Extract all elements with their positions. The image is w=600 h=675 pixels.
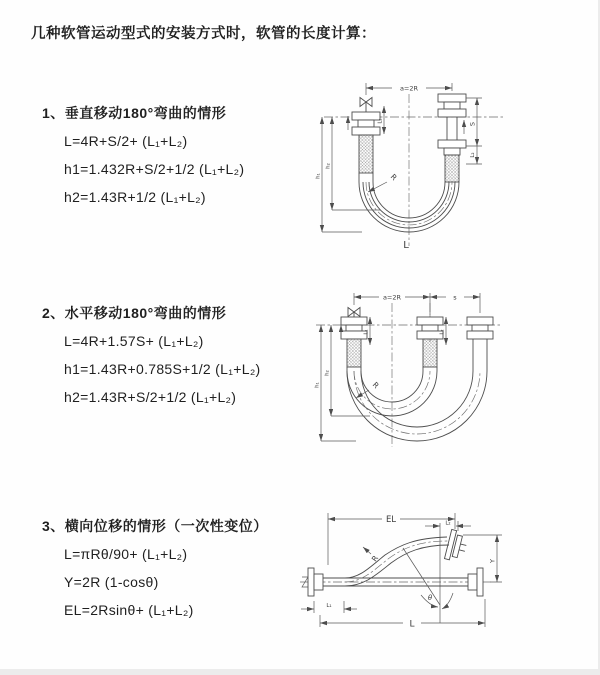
- dim-width-label: a=2R: [382, 293, 402, 302]
- section-1: [42, 104, 322, 216]
- hose-bend-arcs: [347, 371, 487, 441]
- valve-icon: [360, 98, 372, 113]
- radius-leader: [363, 547, 371, 554]
- braided-hose-section: [359, 135, 373, 173]
- dimension-stroke: [466, 98, 482, 164]
- formula-l: L=πRθ/90+ (L₁+L₂): [64, 546, 188, 562]
- dim-l2-label: L₂: [445, 520, 451, 527]
- dim-h2-label: h₂: [324, 370, 331, 376]
- middle-hose-fitting: [417, 317, 443, 371]
- dim-h2-label: h₂: [325, 163, 332, 169]
- left-hose-fitting: [352, 112, 380, 182]
- dimension-l2: [425, 521, 471, 532]
- section-3-heading: 3、横向位移的情形（一次性变位）: [42, 518, 268, 534]
- dim-l1-label: L₁: [326, 603, 332, 609]
- formula-l: L=4R+1.57S+ (L₁+L₂): [64, 333, 204, 349]
- label-length: L: [403, 240, 409, 251]
- dim-el-label: EL: [385, 515, 397, 525]
- radius-construction-line: [403, 548, 440, 605]
- braided-hose-section: [423, 339, 437, 367]
- page-title: 几种软管运动型式的安装方式时，软管的长度计算：: [31, 26, 376, 42]
- right-hose-fitting: [467, 317, 493, 371]
- dimension-length: [320, 599, 485, 630]
- dim-stroke-label: S: [468, 121, 477, 127]
- section-1-heading: 1、垂直移动180°弯曲的情形: [42, 105, 227, 121]
- right-end-fitting-original: [468, 568, 483, 596]
- dim-stroke-label: s: [453, 293, 457, 302]
- braided-hose-section: [347, 339, 361, 367]
- dimension-width: [366, 83, 452, 95]
- dim-h1-label: h₁: [314, 382, 321, 388]
- diagram-horizontal-travel-hose: [308, 287, 598, 457]
- dimension-l1: [301, 601, 357, 613]
- section-3: [42, 517, 322, 629]
- label-radius: R: [369, 553, 381, 564]
- formula-h2: h2=1.43R+S/2+1/2 (L₁+L₂): [64, 389, 237, 405]
- radius-leader: [368, 182, 387, 192]
- right-hose-fitting-lower: [438, 140, 466, 182]
- formula-h1: h1=1.43R+0.785S+1/2 (L₁+L₂): [64, 361, 261, 377]
- left-hose-fitting: [341, 317, 367, 371]
- dim-width-label: a=2R: [399, 84, 419, 93]
- formula-h2: h2=1.43R+1/2 (L₁+L₂): [64, 189, 206, 205]
- diagram-lateral-displacement-hose: [300, 505, 592, 641]
- formula-el: EL=2Rsinθ+ (L₁+L₂): [64, 602, 194, 618]
- formula-y: Y=2R (1-cosθ): [64, 574, 159, 590]
- dimension-width: [354, 293, 480, 315]
- label-radius: R: [370, 380, 381, 391]
- dim-l2-label: L₂: [439, 329, 446, 335]
- formula-l: L=4R+S/2+ (L₁+L₂): [64, 133, 188, 149]
- section-2: [42, 304, 322, 416]
- label-angle: θ: [427, 594, 433, 602]
- formula-h1: h1=1.432R+S/2+1/2 (L₁+L₂): [64, 161, 245, 177]
- displaced-hose-curve: [345, 537, 449, 586]
- dimension-el: [328, 513, 455, 565]
- dim-l1-label: L₁: [377, 118, 384, 124]
- displaced-end-fitting: [444, 529, 469, 562]
- left-end-fitting: [308, 568, 323, 596]
- dim-l1-label: L₁: [363, 329, 370, 335]
- dim-l2-label: L₂: [470, 152, 476, 158]
- valve-icon: [348, 308, 360, 318]
- right-hose-fitting-upper: [438, 94, 466, 140]
- dim-h1-label: h₁: [315, 173, 322, 179]
- diagram-vertical-travel-hose: [308, 76, 598, 260]
- dim-y-label: Y: [488, 559, 497, 563]
- section-2-heading: 2、水平移动180°弯曲的情形: [42, 305, 227, 321]
- label-length: L: [409, 619, 415, 630]
- braided-hose-section: [445, 155, 459, 182]
- label-radius: R: [388, 172, 399, 183]
